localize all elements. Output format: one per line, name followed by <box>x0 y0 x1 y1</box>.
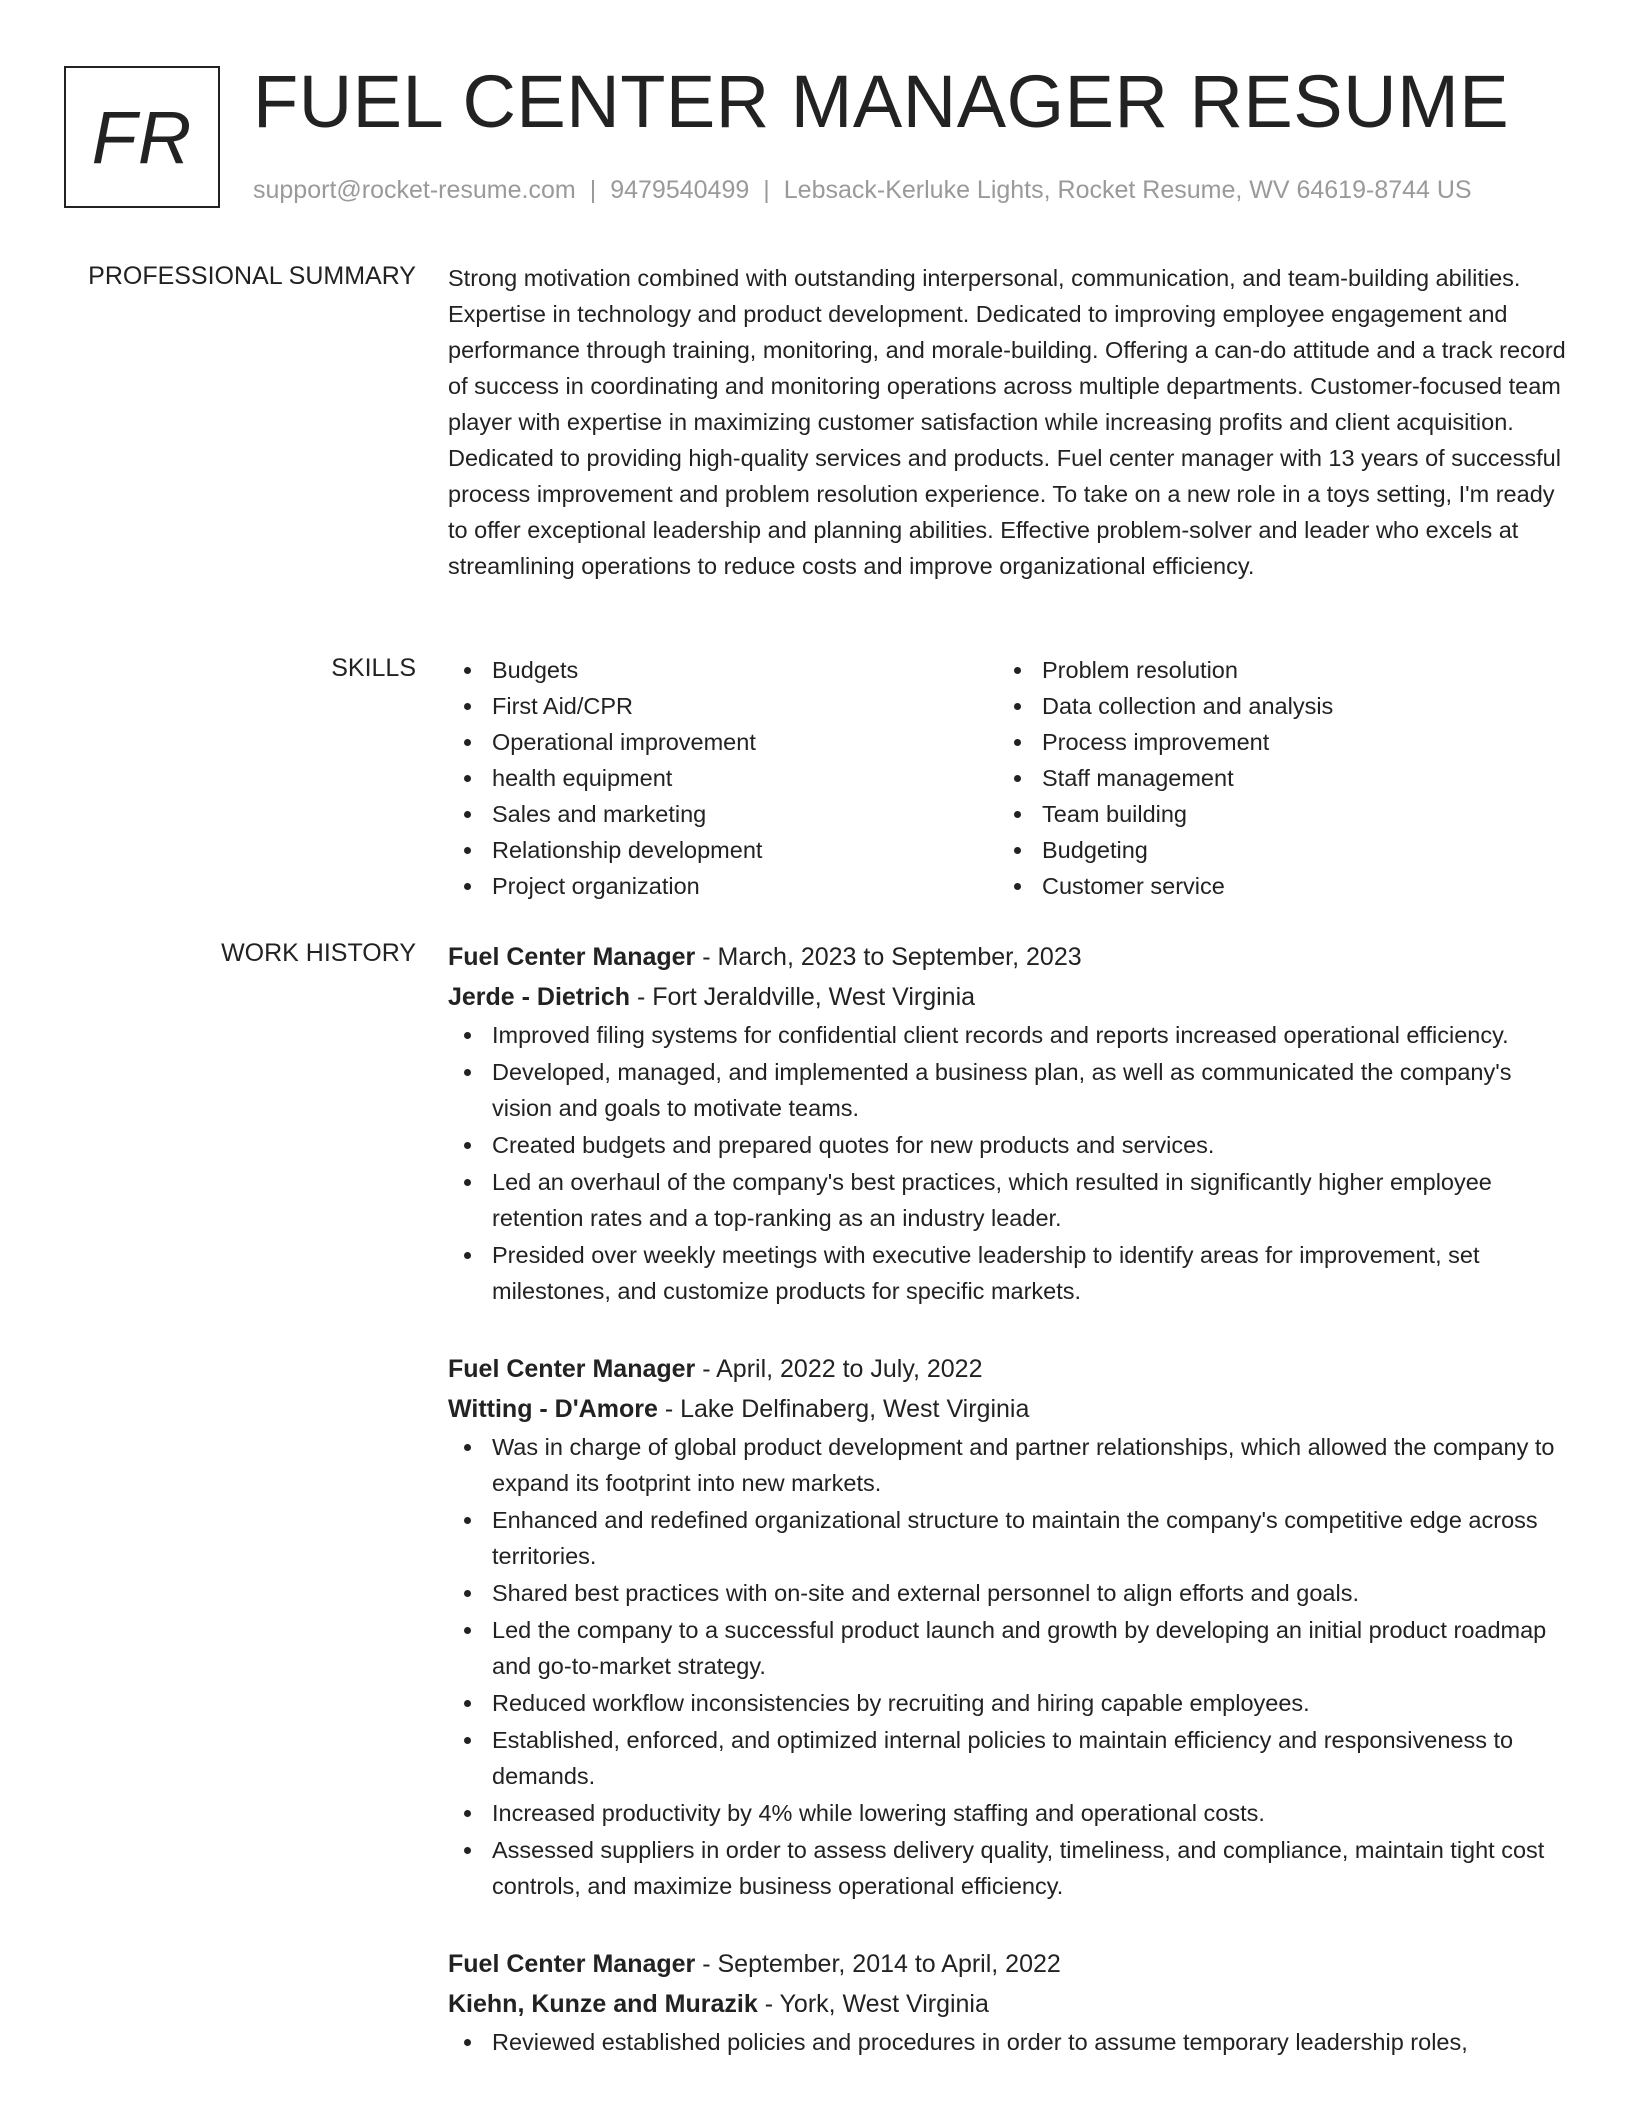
job-bullet: Developed, managed, and implemented a business plan, as well as communicated the company's vision and goals to motivate teams. <box>448 1054 1568 1126</box>
job-title-line <box>448 1349 1568 1389</box>
job-title: Fuel Center Manager <box>448 1355 696 1383</box>
job-bullet: Established, enforced, and optimized internal policies to maintain efficiency and responsiveness to demands. <box>448 1722 1568 1794</box>
job-location: York, West Virginia <box>779 1990 989 2018</box>
monogram-logo <box>64 66 220 208</box>
job-dash: - <box>695 943 718 971</box>
skill-item: Operational improvement <box>448 724 998 760</box>
job-bullet: Assessed suppliers in order to assess delivery quality, timeliness, and compliance, maintain tight cost controls, and maximize business operational efficiency. <box>448 1832 1568 1904</box>
job-company-line <box>448 977 1568 1017</box>
skill-item: Customer service <box>998 868 1548 904</box>
job-bullet: Shared best practices with on-site and external personnel to align efforts and goals. <box>448 1575 1568 1611</box>
job-dash: - <box>657 1395 681 1423</box>
job-entry <box>448 1349 1568 1904</box>
skill-item: Team building <box>998 796 1548 832</box>
job-bullet: Created budgets and prepared quotes for new products and services. <box>448 1127 1568 1163</box>
resume-title: FUEL CENTER MANAGER RESUME <box>253 60 1510 143</box>
job-title-line <box>448 937 1568 977</box>
job-bullet: Reviewed established policies and procedures in order to assume temporary leadership roles, <box>448 2024 1568 2060</box>
skills-list <box>448 652 1568 904</box>
job-bullet: Increased productivity by 4% while lowering staffing and operational costs. <box>448 1795 1568 1831</box>
work-history-heading: WORK HISTORY <box>221 939 416 967</box>
job-dash: - <box>695 1355 717 1383</box>
skills-heading: SKILLS <box>331 654 416 682</box>
job-bullet: Led an overhaul of the company's best practices, which resulted in significantly higher employee retention rates and a top-ranking as an industry leader. <box>448 1164 1568 1236</box>
skill-item: Problem resolution <box>998 652 1548 688</box>
job-bullet: Presided over weekly meetings with executive leadership to identify areas for improvement, set milestones, and customize products for specific markets. <box>448 1237 1568 1309</box>
contact-phone[interactable]: 9479540499 <box>610 176 750 204</box>
skill-item: Process improvement <box>998 724 1548 760</box>
job-title: Fuel Center Manager <box>448 943 696 971</box>
job-dash: - <box>757 1990 780 2018</box>
skill-item: Budgeting <box>998 832 1548 868</box>
skill-item: Project organization <box>448 868 998 904</box>
monogram-text: FR <box>91 95 193 179</box>
job-company: Jerde - Dietrich <box>448 983 631 1011</box>
contact-address: Lebsack-Kerluke Lights, Rocket Resume, WV 64619-8744 US <box>783 176 1472 204</box>
job-title: Fuel Center Manager <box>448 1950 696 1978</box>
contact-email[interactable]: support@rocket-resume.com <box>253 176 576 204</box>
skill-item: Sales and marketing <box>448 796 998 832</box>
contact-separator: | <box>589 176 597 204</box>
skill-item: Relationship development <box>448 832 998 868</box>
skill-item: First Aid/CPR <box>448 688 998 724</box>
job-dates: March, 2023 to September, 2023 <box>717 943 1082 971</box>
summary-heading: PROFESSIONAL SUMMARY <box>88 262 416 290</box>
job-title-line <box>448 1944 1568 1984</box>
contact-separator: | <box>763 176 770 204</box>
job-company-line <box>448 1984 1568 2024</box>
job-company-line <box>448 1389 1568 1429</box>
contact-line <box>253 176 1472 205</box>
work-history-list <box>448 937 1568 2100</box>
job-dates: September, 2014 to April, 2022 <box>717 1950 1061 1978</box>
job-company: Witting - D'Amore <box>448 1395 658 1423</box>
skill-item: Data collection and analysis <box>998 688 1548 724</box>
job-dash: - <box>695 1950 718 1978</box>
summary-text: Strong motivation combined with outstanding interpersonal, communication, and team-building abilities. Expertise in technology and product development. Dedicated to improving employee engagement and performance through training, monitoring, and morale-building. Offering a can-do attitude and a track record of success in coordinating and monitoring operations across multiple departments. Customer-focused team player with expertise in maximizing customer satisfaction while increasing profits and client acquisition. Dedicated to providing high-quality services and products. Fuel center manager with 13 years of successful process improvement and problem resolution experience. To take on a new role in a toys setting, I'm ready to offer exceptional leadership and planning abilities. Effective problem-solver and leader who excels at streamlining operations to reduce costs and improve organizational efficiency. <box>448 265 1566 579</box>
job-dash: - <box>630 983 653 1011</box>
job-bullets <box>448 1017 1568 1309</box>
job-bullet: Improved filing systems for confidential client records and reports increased operational efficiency. <box>448 1017 1568 1053</box>
job-bullet: Reduced workflow inconsistencies by recruiting and hiring capable employees. <box>448 1685 1568 1721</box>
job-bullet: Led the company to a successful product launch and growth by developing an initial product roadmap and go-to-market strategy. <box>448 1612 1568 1684</box>
skill-item: Budgets <box>448 652 998 688</box>
job-company: Kiehn, Kunze and Murazik <box>448 1990 758 2018</box>
job-bullet: Was in charge of global product development and partner relationships, which allowed the company to expand its footprint into new markets. <box>448 1429 1568 1501</box>
job-location: Fort Jeraldville, West Virginia <box>652 983 976 1011</box>
job-location: Lake Delfinaberg, West Virginia <box>680 1395 1030 1423</box>
job-bullet: Enhanced and redefined organizational structure to maintain the company's competitive edge across territories. <box>448 1502 1568 1574</box>
skill-item: health equipment <box>448 760 998 796</box>
job-bullets <box>448 2024 1568 2060</box>
job-bullets <box>448 1429 1568 1904</box>
job-entry <box>448 937 1568 1309</box>
job-dates: April, 2022 to July, 2022 <box>716 1355 983 1383</box>
skill-item: Staff management <box>998 760 1548 796</box>
job-entry <box>448 1944 1568 2060</box>
